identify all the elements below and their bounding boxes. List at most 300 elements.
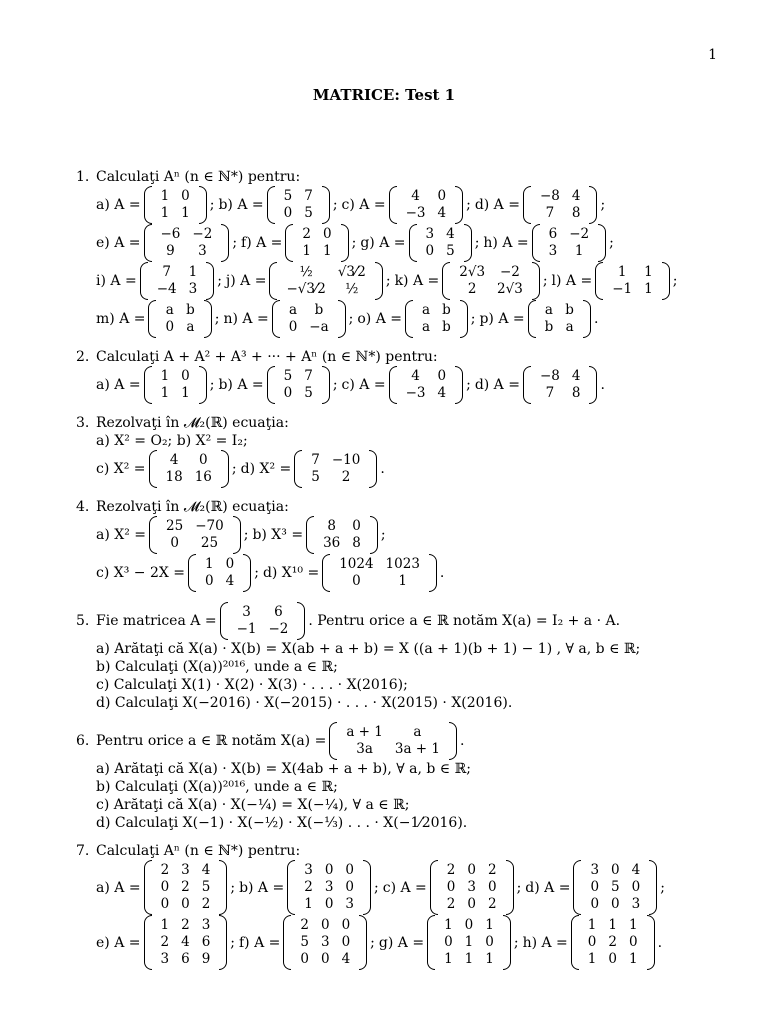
left-paren bbox=[272, 300, 280, 338]
right-paren bbox=[375, 262, 383, 300]
matrix-cell: 1 bbox=[485, 951, 494, 967]
matrix-cell: 1 bbox=[160, 385, 170, 401]
matrix-cell: 3 bbox=[181, 862, 190, 878]
separator: . bbox=[593, 311, 599, 327]
matrix bbox=[427, 915, 511, 970]
item-label: j) A = bbox=[225, 273, 267, 289]
matrix-cell: a bbox=[544, 302, 553, 318]
matrix-cell: 8 bbox=[571, 205, 581, 221]
matrix-cell: 3 bbox=[345, 896, 355, 912]
matrix-cell: 1 bbox=[188, 264, 198, 280]
matrix bbox=[389, 186, 464, 224]
matrix-cell: 1 bbox=[302, 243, 312, 259]
matrix-cell: 0 bbox=[608, 951, 617, 967]
problem-number: 4. bbox=[76, 499, 90, 515]
problem-stem-cont: . Pentru orice a ∈ ℝ notăm X(a) = I₂ + a · A. bbox=[308, 613, 621, 629]
right-paren bbox=[460, 300, 468, 338]
matrix-cell: 3 bbox=[324, 879, 334, 895]
right-paren bbox=[199, 366, 207, 404]
matrix-cell: 6 bbox=[181, 951, 190, 967]
matrix-cell: 25 bbox=[200, 535, 219, 551]
matrix-rows bbox=[76, 860, 706, 970]
separator: ; bbox=[209, 377, 215, 393]
right-paren bbox=[221, 224, 229, 262]
separator: ; bbox=[660, 879, 665, 896]
matrix-cell: 0 bbox=[341, 917, 351, 933]
matrix-cell: 0 bbox=[324, 896, 334, 912]
matrix bbox=[149, 516, 241, 554]
problem-number: 6. bbox=[76, 733, 90, 749]
separator: ; bbox=[466, 377, 471, 393]
matrix bbox=[188, 554, 251, 592]
right-paren bbox=[233, 516, 241, 554]
matrix-cell: 7 bbox=[304, 368, 313, 384]
matrix bbox=[140, 262, 215, 300]
sub-question: c) Arătaţi că X(a) · X(−¼) = X(−¼), ∀ a ∈ ℝ; bbox=[96, 797, 410, 813]
right-paren bbox=[243, 554, 251, 592]
item-label: n) A = bbox=[223, 311, 269, 327]
matrix-cell: 0 bbox=[611, 896, 620, 912]
matrix-cell: 1 bbox=[323, 243, 332, 259]
separator: ; bbox=[542, 273, 548, 289]
matrix-cell: 3 bbox=[320, 934, 330, 950]
separator: ; bbox=[470, 311, 476, 327]
matrix-row bbox=[96, 554, 706, 592]
matrix bbox=[148, 300, 211, 338]
matrix-cell: 4 bbox=[169, 452, 179, 468]
left-paren bbox=[523, 186, 531, 224]
matrix-cell: 3 bbox=[304, 862, 313, 878]
matrix-cell: 1 bbox=[181, 205, 190, 221]
item-label: c) A = bbox=[341, 377, 386, 393]
matrix-cell: 36 bbox=[323, 535, 341, 551]
item-label: a) A = bbox=[96, 197, 141, 213]
matrix-cell: 0 bbox=[300, 951, 309, 967]
matrix-cell: 1 bbox=[181, 385, 190, 401]
matrix-cell: 5 bbox=[300, 934, 309, 950]
separator: ; bbox=[466, 197, 471, 213]
matrix-cell: 7 bbox=[311, 452, 320, 468]
matrix-cell: 1 bbox=[205, 556, 214, 572]
matrix bbox=[571, 915, 655, 970]
left-paren bbox=[285, 224, 293, 262]
matrix-cell: 0 bbox=[352, 518, 361, 534]
problem-subitems: a) X² = O₂; b) X² = I₂; bbox=[96, 433, 248, 449]
item-label: e) A = bbox=[96, 934, 141, 951]
matrix-cell: 0 bbox=[631, 879, 641, 895]
matrix bbox=[322, 554, 437, 592]
left-paren bbox=[306, 516, 314, 554]
matrix-cell: 0 bbox=[444, 934, 453, 950]
separator: ; bbox=[600, 197, 606, 213]
right-paren bbox=[369, 450, 377, 488]
matrix-cell: 7 bbox=[162, 264, 171, 280]
matrix-cell: 0 bbox=[181, 368, 190, 384]
separator: ; bbox=[332, 197, 338, 213]
right-paren bbox=[370, 516, 378, 554]
left-paren bbox=[294, 450, 302, 488]
item-label: a) A = bbox=[96, 377, 141, 393]
right-paren bbox=[206, 262, 214, 300]
matrix-cell: 0 bbox=[199, 452, 208, 468]
matrix-cell: 2√3 bbox=[459, 264, 486, 280]
matrix-cell: 7 bbox=[545, 205, 555, 221]
problem-stem: Rezolvaţi în 𝓜₂(ℝ) ecuaţia: bbox=[96, 499, 289, 515]
problem-1 bbox=[76, 168, 706, 338]
item-label: b) A = bbox=[218, 197, 264, 213]
matrix-cell: 3 bbox=[590, 862, 600, 878]
matrix-cell: 4 bbox=[571, 368, 581, 384]
separator: ; bbox=[380, 527, 386, 543]
right-paren bbox=[464, 224, 472, 262]
matrix-cell: 2 bbox=[446, 896, 456, 912]
matrix bbox=[405, 300, 468, 338]
matrix-cell: 2 bbox=[160, 862, 170, 878]
matrix-cell: 0 bbox=[345, 879, 355, 895]
matrix-cell: 2 bbox=[181, 917, 190, 933]
left-paren bbox=[287, 860, 295, 915]
separator: ; bbox=[243, 527, 249, 543]
item-label: c) A = bbox=[341, 197, 386, 213]
matrix-cell: 8 bbox=[352, 535, 361, 551]
matrix-cell: b bbox=[544, 319, 554, 335]
matrix-row bbox=[96, 915, 706, 970]
matrix-cell: a bbox=[413, 724, 422, 740]
matrix bbox=[149, 450, 229, 488]
right-paren bbox=[589, 186, 597, 224]
right-paren bbox=[532, 262, 540, 300]
matrix-rows bbox=[76, 366, 706, 404]
left-paren bbox=[427, 915, 435, 970]
left-paren bbox=[442, 262, 450, 300]
matrix-cell: 1024 bbox=[339, 556, 374, 572]
matrix-cell: 7 bbox=[304, 188, 313, 204]
left-paren bbox=[267, 366, 275, 404]
sub-question: c) Calculaţi X(1) · X(2) · X(3) · . . . · X(2016); bbox=[96, 677, 408, 693]
item-label: m) A = bbox=[96, 311, 146, 327]
separator: ; bbox=[214, 311, 220, 327]
matrix bbox=[283, 915, 367, 970]
item-label: g) A = bbox=[378, 934, 425, 951]
problem-2 bbox=[76, 348, 706, 404]
left-paren bbox=[283, 915, 291, 970]
matrix bbox=[267, 366, 330, 404]
item-label: g) A = bbox=[360, 235, 406, 251]
matrix bbox=[144, 186, 207, 224]
matrix bbox=[573, 860, 657, 915]
left-paren bbox=[409, 224, 417, 262]
matrix-cell: 5 bbox=[611, 879, 620, 895]
separator: . bbox=[439, 565, 445, 581]
problem-stem: Calculaţi Aⁿ (n ∈ ℕ*) pentru: bbox=[96, 169, 301, 185]
matrix bbox=[287, 860, 371, 915]
left-paren bbox=[430, 860, 438, 915]
matrix-cell: 0 bbox=[587, 934, 597, 950]
matrix-cell: 4 bbox=[437, 205, 447, 221]
matrix-cell: 0 bbox=[170, 535, 179, 551]
right-paren bbox=[429, 554, 437, 592]
matrix bbox=[144, 915, 228, 970]
right-paren bbox=[219, 915, 227, 970]
matrix-cell: 1 bbox=[398, 573, 408, 589]
matrix-cell: 2 bbox=[487, 896, 497, 912]
separator: ; bbox=[474, 235, 480, 251]
separator: ; bbox=[230, 934, 235, 951]
left-paren bbox=[389, 366, 397, 404]
separator: . bbox=[657, 934, 663, 951]
matrix-rows bbox=[76, 186, 706, 338]
item-list bbox=[76, 760, 706, 832]
matrix-cell: 5 bbox=[304, 385, 313, 401]
matrix-cell: 0 bbox=[464, 917, 474, 933]
matrix bbox=[442, 262, 540, 300]
right-paren bbox=[363, 860, 371, 915]
matrix-cell: 7 bbox=[545, 385, 555, 401]
item-label: l) A = bbox=[551, 273, 593, 289]
right-paren bbox=[219, 860, 227, 915]
matrix-cell: 1 bbox=[464, 951, 474, 967]
matrix-cell: −4 bbox=[156, 281, 177, 297]
matrix-cell: 1 bbox=[608, 917, 617, 933]
matrix-cell: −2 bbox=[192, 226, 213, 242]
problem-4 bbox=[76, 498, 706, 592]
separator: ; bbox=[209, 197, 215, 213]
right-paren bbox=[341, 224, 349, 262]
matrix-cell: a + 1 bbox=[346, 724, 383, 740]
matrix bbox=[220, 602, 306, 640]
item-label: c) X² = bbox=[96, 461, 146, 477]
matrix-cell: 0 bbox=[324, 862, 334, 878]
separator: ; bbox=[217, 273, 222, 289]
left-paren bbox=[188, 554, 196, 592]
left-paren bbox=[573, 860, 581, 915]
matrix-cell: 9 bbox=[166, 243, 175, 259]
matrix-cell: 0 bbox=[446, 879, 456, 895]
right-paren bbox=[359, 915, 367, 970]
problem-number: 7. bbox=[76, 843, 90, 859]
item-label: p) A = bbox=[479, 311, 525, 327]
right-paren bbox=[199, 186, 207, 224]
matrix bbox=[528, 300, 591, 338]
matrix-cell: −6 bbox=[160, 226, 181, 242]
left-paren bbox=[148, 300, 156, 338]
matrix-cell: 0 bbox=[283, 205, 293, 221]
matrix-cell: 0 bbox=[160, 879, 170, 895]
matrix-cell: 1 bbox=[485, 917, 494, 933]
left-paren bbox=[144, 186, 152, 224]
item-label: c) A = bbox=[382, 879, 427, 896]
matrix-cell: 1 bbox=[628, 951, 638, 967]
matrix bbox=[144, 860, 228, 915]
matrix bbox=[267, 186, 330, 224]
matrix-cell: a bbox=[422, 319, 431, 335]
separator: ; bbox=[231, 461, 237, 477]
matrix-cell: 1 bbox=[644, 264, 653, 280]
matrix-cell: 2 bbox=[160, 934, 170, 950]
matrix-cell: −8 bbox=[539, 368, 560, 384]
right-paren bbox=[221, 450, 229, 488]
right-paren bbox=[647, 915, 655, 970]
matrix-cell: 8 bbox=[571, 385, 581, 401]
matrix-cell: 1 bbox=[617, 264, 627, 280]
matrix-row bbox=[96, 262, 706, 300]
matrix-cell: 0 bbox=[341, 934, 351, 950]
matrix-cell: −2 bbox=[268, 621, 289, 637]
matrix-cell: −a bbox=[309, 319, 329, 335]
left-paren bbox=[322, 554, 330, 592]
matrix-cell: 4 bbox=[437, 385, 447, 401]
matrix bbox=[294, 450, 377, 488]
matrix bbox=[144, 366, 207, 404]
matrix-row bbox=[96, 300, 706, 338]
matrix-cell: 1 bbox=[587, 917, 597, 933]
right-paren bbox=[589, 366, 597, 404]
matrix bbox=[272, 300, 346, 338]
left-paren bbox=[149, 516, 157, 554]
matrix-cell: a bbox=[422, 302, 431, 318]
matrix-cell: 0 bbox=[345, 862, 355, 878]
separator: ; bbox=[332, 377, 338, 393]
separator: . bbox=[380, 461, 385, 477]
matrix-cell: −1 bbox=[236, 621, 257, 637]
problem-6 bbox=[76, 722, 706, 832]
matrix-cell: 1 bbox=[587, 951, 597, 967]
matrix-cell: ½ bbox=[299, 264, 313, 280]
right-paren bbox=[322, 186, 330, 224]
separator: ; bbox=[672, 273, 678, 289]
problem-7 bbox=[76, 842, 706, 970]
item-label: d) A = bbox=[525, 879, 571, 896]
left-paren bbox=[220, 602, 228, 640]
matrix bbox=[306, 516, 378, 554]
matrix-cell: 6 bbox=[548, 226, 558, 242]
matrix-cell: 9 bbox=[201, 951, 211, 967]
matrix-cell: b bbox=[314, 302, 324, 318]
matrix bbox=[144, 224, 230, 262]
left-paren bbox=[405, 300, 413, 338]
matrix-cell: 0 bbox=[437, 188, 447, 204]
matrix-cell: −√3⁄2 bbox=[286, 281, 326, 297]
matrix-cell: −2 bbox=[499, 264, 520, 280]
matrix-cell: 1 bbox=[464, 934, 474, 950]
item-label: a) X² = bbox=[96, 527, 147, 543]
separator: . bbox=[600, 377, 605, 393]
matrix-cell: b bbox=[442, 319, 451, 335]
matrix-cell: 2 bbox=[487, 862, 497, 878]
right-paren bbox=[322, 366, 330, 404]
matrix-cell: a bbox=[288, 302, 298, 318]
matrix-cell: 3a + 1 bbox=[394, 741, 440, 757]
sub-question: d) Calculaţi X(−2016) · X(−2015) · . . . · X(2015) · X(2016). bbox=[96, 695, 513, 711]
matrix-cell: 3 bbox=[467, 879, 476, 895]
matrix bbox=[532, 224, 607, 262]
matrix-cell: 5 bbox=[304, 205, 313, 221]
matrix-cell: 0 bbox=[611, 862, 620, 878]
matrix-cell: 4 bbox=[225, 573, 235, 589]
matrix-cell: 2 bbox=[341, 469, 351, 485]
matrix-cell: 5 bbox=[311, 469, 320, 485]
matrix-cell: 0 bbox=[628, 934, 638, 950]
left-paren bbox=[532, 224, 540, 262]
left-paren bbox=[571, 915, 579, 970]
sub-question: b) Calculaţi (X(a))²⁰¹⁶, unde a ∈ ℝ; bbox=[96, 659, 338, 675]
item-label: i) A = bbox=[96, 273, 137, 289]
matrix-cell: 4 bbox=[181, 934, 190, 950]
matrix-cell: 1 bbox=[444, 917, 453, 933]
matrix-cell: 1 bbox=[574, 243, 584, 259]
matrix-cell: 6 bbox=[201, 934, 211, 950]
item-label: b) A = bbox=[218, 377, 264, 393]
matrix-cell: 2 bbox=[201, 896, 211, 912]
item-label: f) A = bbox=[241, 235, 283, 251]
matrix bbox=[389, 366, 464, 404]
matrix-cell: 1 bbox=[444, 951, 453, 967]
matrix-cell: 1 bbox=[160, 368, 170, 384]
matrix-cell: 0 bbox=[437, 368, 447, 384]
matrix-cell: 4 bbox=[631, 862, 641, 878]
page-title: MATRICE: Test 1 bbox=[312, 86, 456, 104]
matrix-cell: −8 bbox=[539, 188, 560, 204]
item-label: d) X² = bbox=[240, 461, 292, 477]
matrix-row bbox=[96, 516, 706, 554]
item-label: d) X¹⁰ = bbox=[262, 565, 320, 581]
matrix-cell: 0 bbox=[181, 896, 190, 912]
right-paren bbox=[297, 602, 305, 640]
matrix bbox=[329, 722, 457, 760]
matrix-cell: 0 bbox=[467, 862, 476, 878]
matrix-cell: 0 bbox=[165, 319, 175, 335]
matrix-cell: 8 bbox=[327, 518, 336, 534]
separator: ; bbox=[232, 235, 238, 251]
separator: ; bbox=[609, 235, 614, 251]
matrix-cell: 0 bbox=[205, 573, 214, 589]
matrix-cell: 16 bbox=[194, 469, 212, 485]
matrix-cell: 5 bbox=[201, 879, 211, 895]
matrix-cell: 0 bbox=[181, 188, 190, 204]
right-paren bbox=[338, 300, 346, 338]
item-label: d) A = bbox=[474, 197, 520, 213]
right-paren bbox=[449, 722, 457, 760]
item-label: c) X³ − 2X = bbox=[96, 565, 186, 581]
right-paren bbox=[598, 224, 606, 262]
matrix bbox=[285, 224, 348, 262]
matrix-cell: b bbox=[442, 302, 451, 318]
matrix-cell: 4 bbox=[341, 951, 351, 967]
left-paren bbox=[523, 366, 531, 404]
matrix-cell: 4 bbox=[411, 188, 420, 204]
left-paren bbox=[140, 262, 148, 300]
matrix-cell: 3 bbox=[160, 951, 170, 967]
matrix-cell: 2√3 bbox=[497, 281, 523, 297]
matrix-cell: 2 bbox=[467, 281, 477, 297]
left-paren bbox=[329, 722, 337, 760]
matrix-cell: 2 bbox=[302, 226, 312, 242]
matrix-cell: b bbox=[186, 302, 195, 318]
matrix-cell: 3 bbox=[201, 917, 211, 933]
problem-5 bbox=[76, 602, 706, 712]
problem-number: 3. bbox=[76, 415, 90, 431]
problem-3 bbox=[76, 414, 706, 488]
right-paren bbox=[503, 915, 511, 970]
item-label: d) A = bbox=[474, 377, 520, 393]
matrix-cell: 3 bbox=[188, 281, 198, 297]
matrix-cell: 4 bbox=[201, 862, 211, 878]
matrix-cell: 0 bbox=[320, 951, 330, 967]
item-label: a) A = bbox=[96, 879, 141, 896]
matrix-cell: 1023 bbox=[385, 556, 420, 572]
matrix-cell: 4 bbox=[571, 188, 581, 204]
left-paren bbox=[528, 300, 536, 338]
